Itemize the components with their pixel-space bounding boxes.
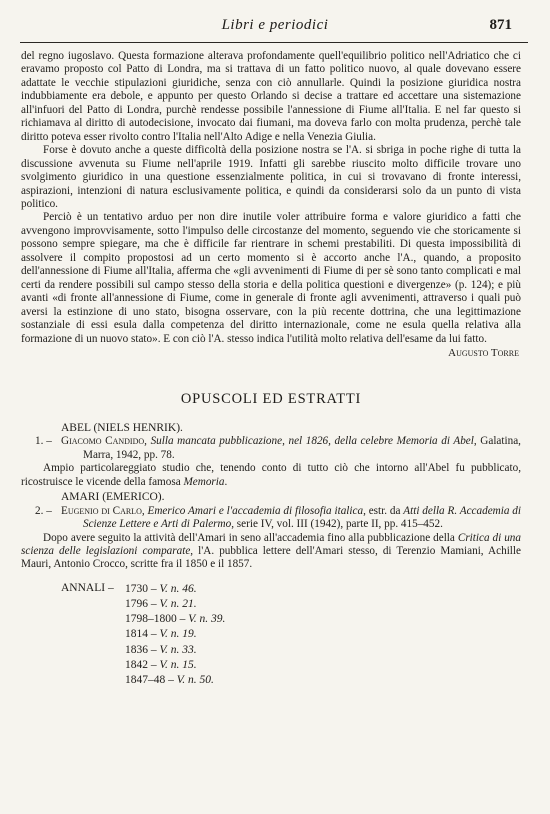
entry-note-2: [21, 532, 521, 572]
annali-ref: V. n. 33.: [159, 643, 197, 656]
annali-ref: V. n. 46.: [159, 582, 197, 595]
entry-title: , Emerico Amari e l'accademia di filosofia italica: [141, 504, 364, 517]
review-paragraph-1: del regno iugoslavo. Questa formazione alterava profondamente quell'equilibrio politico nell'Adriatico che ci eravamo proposto col Patto di Londra, ma si trattava di un fatto politico nuovo, al quale dovevano essere adattate le vecchie stipulazioni giuridiche, senza con ciò annullarle. Quindi la posizione giuridica nostra indubbiamente era debole, e appunto per questo Orlando si decise a trattare ed accettare una sistemazione all'infuori del Patto di Londra, purchè rendesse possibile l'annessione di Fiume all'Italia. E nel far questo si richiamava al diritto di autodecisione, invocato dai fiumani, ma doveva farlo con molta prudenza, perchè tale diritto poteva esser rivolto contro l'Italia nell'Alto Adige e nella Venezia Giulia.: [21, 50, 521, 143]
review-paragraph-2: Forse è dovuto anche a queste difficoltà della posizione nostra se l'A. si sbriga in poche righe di tutta la discussione avvenuta su Fiume nell'aprile 1919. Infatti gli sarebbe riuscito molto difficile trovare uno svolgimento giuridico in una questione essenzialmente politica, in cui si trovavano di fronte interessi, aspirazioni, intenzioni di natura esclusivamente politica, e quindi da considerarsi solo da un punto di vista politico.: [21, 144, 521, 210]
entry-note-italic: Critica di una scienza delle legislazioni comparate: [21, 531, 521, 557]
entry-number: 2. –: [35, 504, 52, 517]
entry-imprint: , Galatina, Marra, 1942, pp. 78.: [83, 435, 521, 461]
annali-ref: V. n. 19.: [159, 628, 197, 641]
annali-block: [21, 582, 521, 722]
annali-item: [125, 612, 225, 627]
entry-note-1: [21, 462, 521, 489]
annali-ref: V. n. 50.: [176, 674, 214, 687]
page-header: [0, 0, 550, 36]
page-body: [21, 50, 521, 722]
annali-ref: V. n. 21.: [159, 598, 197, 611]
entry-imprint-pre: , estr. da: [363, 504, 404, 517]
annali-years: 1847–48: [125, 674, 166, 687]
annali-dash: –: [176, 613, 189, 626]
annali-dash: –: [165, 674, 177, 687]
entry-imprint: , serie IV, vol. III (1942), parte II, pp. 415–452.: [231, 518, 443, 531]
annali-item: [125, 658, 225, 673]
header-rule: [20, 42, 528, 43]
annali-item: [125, 627, 225, 642]
annali-years: 1796: [125, 598, 148, 611]
entry-number: 1. –: [35, 435, 52, 448]
entry-author: Giacomo Candido: [61, 435, 145, 448]
annali-dash: –: [148, 582, 160, 595]
page-number: 871: [489, 17, 512, 33]
annali-label: ANNALI –: [61, 581, 114, 594]
annali-years: 1836: [125, 643, 148, 656]
entry-citation: [61, 435, 521, 462]
entry-source: Atti della R. Accademia di Scienze Lettere e Arti di Palermo: [83, 504, 521, 531]
annali-dash: –: [148, 643, 160, 656]
entry-2: [21, 505, 521, 532]
entry-note-italic: Memoria: [183, 475, 225, 488]
annali-item: [125, 643, 225, 658]
annali-dash: –: [148, 598, 160, 611]
annali-ref: V. n. 15.: [159, 658, 197, 671]
annali-dash: –: [148, 628, 160, 641]
entry-citation: [61, 505, 521, 532]
entry-title: , Sulla mancata pubblicazione, nel 1826, della celebre Memoria di Abel: [144, 435, 474, 448]
annali-item: [125, 673, 225, 688]
annali-item: [125, 597, 225, 612]
running-title: Libri e periodici: [221, 17, 329, 33]
annali-years: 1814: [125, 628, 148, 641]
annali-list: [125, 582, 225, 688]
annali-years: 1798–1800: [125, 613, 177, 626]
entry-heading-abel: ABEL (NIELS HENRIK).: [61, 421, 183, 434]
entry-note-text: Dopo avere seguito la attività dell'Amari in seno all'accademia fino alla pubblicazione della: [43, 531, 458, 544]
annali-years: 1730: [125, 582, 148, 595]
entry-heading-amari: AMARI (EMERICO).: [61, 491, 165, 504]
annali-years: 1842: [125, 658, 148, 671]
annali-dash: –: [148, 658, 160, 671]
entry-note-end: , l'A. pubblica lettere dell'Amari stesso, di Terenzio Mamiani, Achille Mauri, Antonio Crocco, scritte fra il 1850 e il 1857.: [21, 544, 521, 571]
section-title: OPUSCOLI ED ESTRATTI: [180, 391, 362, 408]
entry-1: [21, 435, 521, 462]
review-signature: Augusto Torre: [448, 346, 519, 359]
annali-ref: V. n. 39.: [188, 613, 226, 626]
annali-item: [125, 582, 225, 597]
entry-author: Eugenio di Carlo: [61, 504, 142, 517]
review-paragraph-3: Perciò è un tentativo arduo per non dire inutile voler attribuire forma e valore giuridico a fatti che avvengono improvvisamente, sotto l'impulso delle circostanze del momento, seguendo vie che storicamente si possono sempre spiegare, ma che è difficile far rientrare in schemi prestabiliti. Di questa impossibilità di assolvere il compito propostosi ad un certo momento si è accorto anche l'A., quando, a proposito dell'annessione di Fiume all'Italia, afferma che «gli avvenimenti di Fiume di per sè sono tanto complicati e mal certi da rendere possibili sul campo stesso della storia e della politica questioni e divergenze» (p. 124); e più avanti «di fronte all'annessione di Fiume, come in generale di fronte agli avvenimenti, attraverso i quali può aversi la estinzione di uno stato, bisogna osservare, con la più recente dottrina, che una legittimazione sostanziale di essi esula dalla competenza del diritto internazionale, come ne esula quella relativa alla formazione di un nuovo stato». E con ciò l'A. stesso indica l'utilità molto relativa dell'esame da lui fatto.: [21, 211, 521, 345]
entry-note-text: Ampio particolareggiato studio che, tenendo conto di tutto ciò che intorno all'Abel fu pubblicato, ricostruisce le vicende della famosa: [21, 462, 521, 488]
entry-note-end: .: [224, 475, 228, 488]
